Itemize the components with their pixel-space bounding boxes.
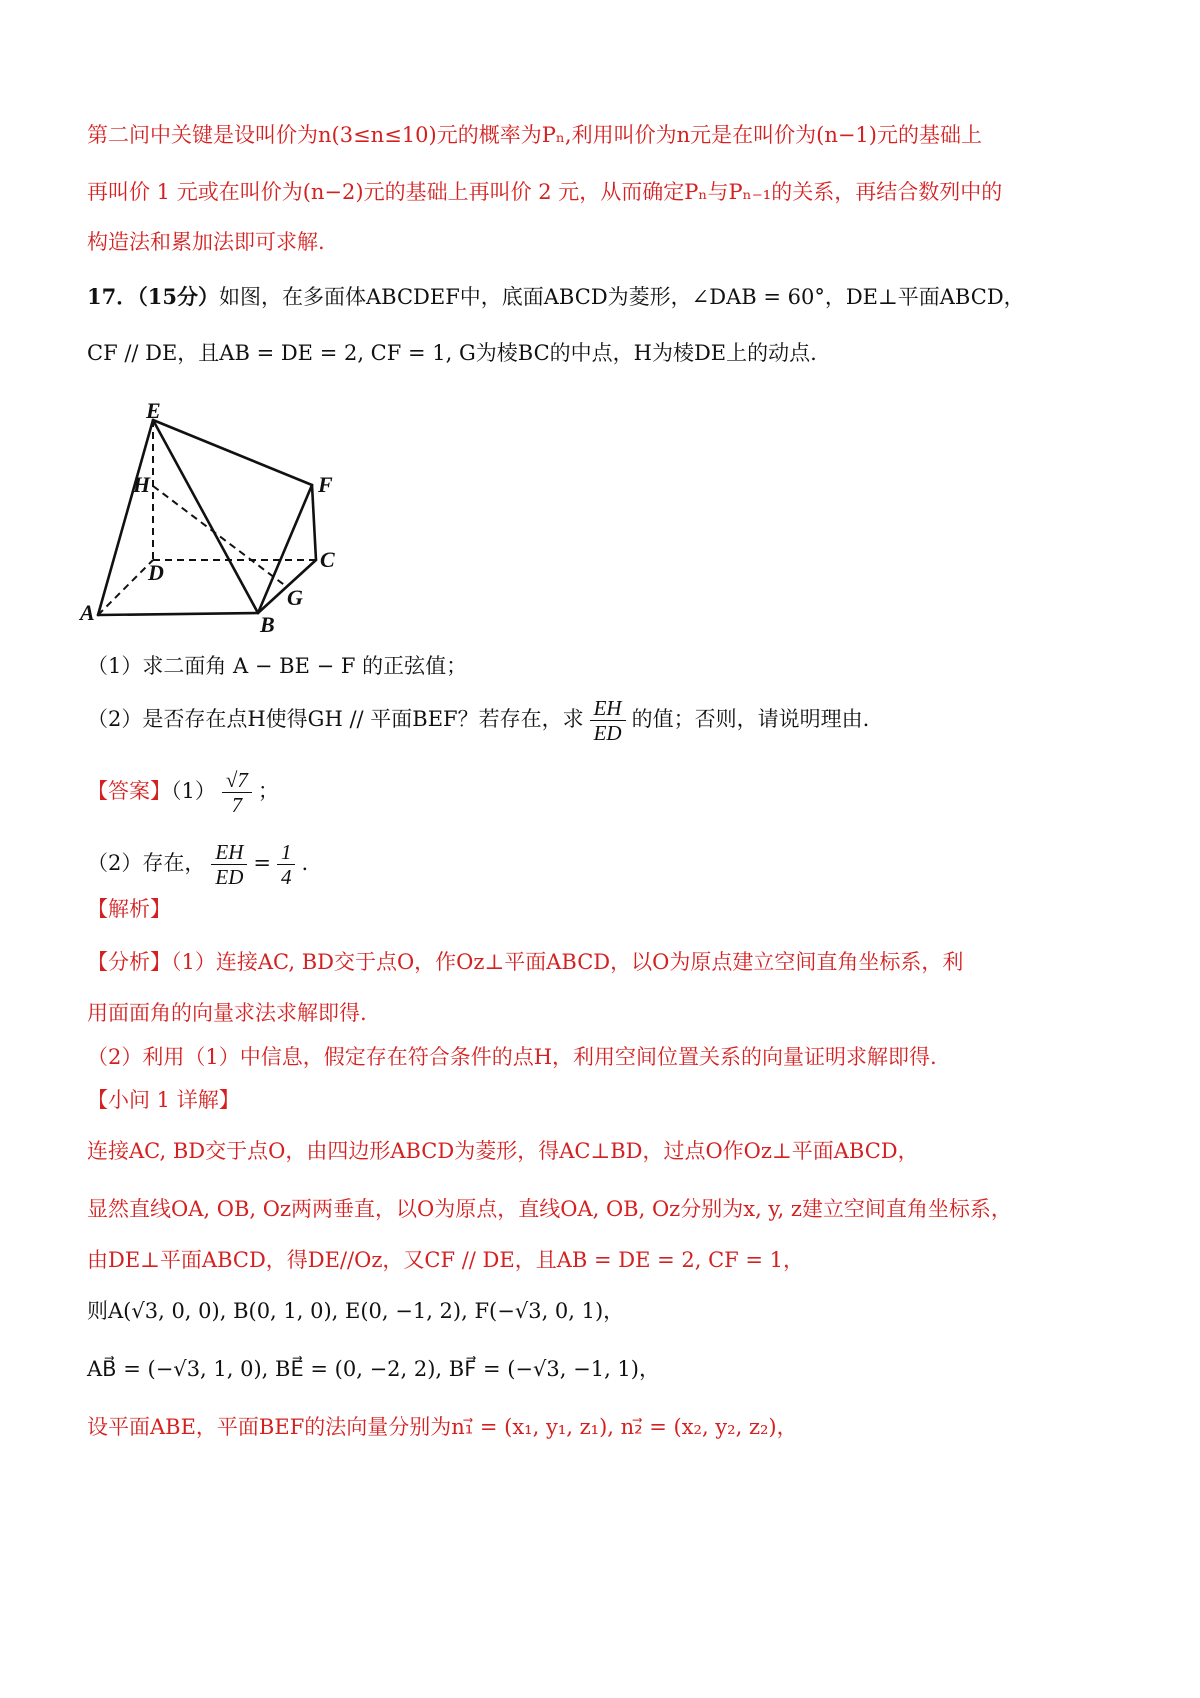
label-E: E [146, 398, 161, 423]
label-C: C [320, 547, 335, 572]
label-G: G [287, 585, 303, 610]
label-A: A [80, 600, 95, 625]
answer-line-1: 【答案】（1） $\frac{√7}{7}$ ； [87, 768, 279, 818]
intro-line-3: 构造法和累加法即可求解. [87, 230, 325, 254]
fenxi-line-2: 用面面角的向量求法求解即得. [87, 1001, 367, 1025]
label-H: H [133, 472, 151, 497]
detail-line-1: 连接AC, BD交于点O，由四边形ABCD为菱形，得AC⊥BD，过点O作Oz⊥平面ABCD， [87, 1139, 919, 1163]
label-B: B [260, 612, 275, 637]
edge-BF [258, 485, 312, 613]
edge-AB [98, 613, 258, 615]
answer-2-fraction-one-quarter: $\frac{1}{4}$ [277, 840, 296, 889]
edge-FC [312, 485, 316, 560]
problem-statement-line-1 [87, 286, 1025, 308]
detail-line-3: 由DE⊥平面ABCD，得DE//Oz，又CF // DE，且AB = DE = 2, CF = 1， [87, 1248, 805, 1272]
detail-line-2: 显然直线OA, OB, Oz两两垂直，以O为原点，直线OA, OB, Oz分别为x, y, z建立空间直角坐标系， [87, 1197, 1012, 1221]
detail-line-5: AB⃗ = (−√3, 1, 0), BE⃗ = (0, −2, 2), BF⃗ = (−√3, −1, 1)， [87, 1357, 660, 1381]
problem-score: （15分） [137, 284, 219, 309]
edge-EA [98, 420, 153, 615]
label-D: D [148, 560, 164, 585]
fenxi-line-3: （2）利用（1）中信息，假定存在符合条件的点H，利用空间位置关系的向量证明求解即得. [87, 1045, 937, 1069]
intro-line-2: 再叫价 1 元或在叫价为(n−2)元的基础上再叫价 2 元，从而确定Pₙ与Pₙ₋₁的关系，再结合数列中的 [87, 180, 1003, 204]
answer-line-2: （2）存在， $\frac{EH}{ED}$ = $\frac{1}{4}$ . [87, 840, 309, 890]
detail-line-4: 则A(√3, 0, 0), B(0, 1, 0), E(0, −1, 2), F(−√3, 0, 1)， [87, 1299, 625, 1323]
edge-EF [153, 420, 312, 485]
answer-2-fraction-eh-ed: $\frac{EH}{ED}$ [211, 840, 247, 889]
jiexi-label: 【解析】 [87, 897, 171, 921]
detail-label: 【小问 1 详解】 [87, 1088, 240, 1112]
answer-label: 【答案】 [87, 779, 171, 804]
question-2: （2）是否存在点H使得GH // 平面BEF？若存在，求 $\frac{EH}{ED}$ 的值；否则，请说明理由. [87, 696, 870, 746]
answer-1-fraction: $\frac{√7}{7}$ [222, 768, 252, 817]
edge-HG [153, 486, 287, 587]
fenxi-label: 【分析】 [87, 950, 171, 974]
problem-number: 17． [87, 284, 138, 309]
fenxi-line-1: 【分析】（1）连接AC, BD交于点O，作Oz⊥平面ABCD，以O为原点建立空间直角坐标系，利 [87, 950, 964, 974]
label-F: F [318, 472, 333, 497]
edge-EB [153, 420, 258, 613]
question-1: （1）求二面角 A − BE − F 的正弦值； [87, 654, 468, 678]
detail-line-6: 设平面ABE，平面BEF的法向量分别为n₁⃗ = (x₁, y₁, z₁), n₂⃗ = (x₂, y₂, z₂)， [87, 1415, 798, 1439]
fraction-eh-ed: $\frac{EH}{ED}$ [590, 696, 626, 745]
intro-line-1: 第二问中关键是设叫价为n(3≤n≤10)元的概率为Pₙ,利用叫价为n元是在叫价为(n−1)元的基础上 [87, 123, 982, 147]
problem-text-2: CF // DE，且AB = DE = 2, CF = 1, G为棱BC的中点，H为棱DE上的动点. [87, 341, 817, 365]
problem-text-1: 如图，在多面体ABCDEF中，底面ABCD为菱形，∠DAB = 60°，DE⊥平面ABCD， [218, 285, 1025, 309]
polyhedron-figure [80, 398, 370, 637]
